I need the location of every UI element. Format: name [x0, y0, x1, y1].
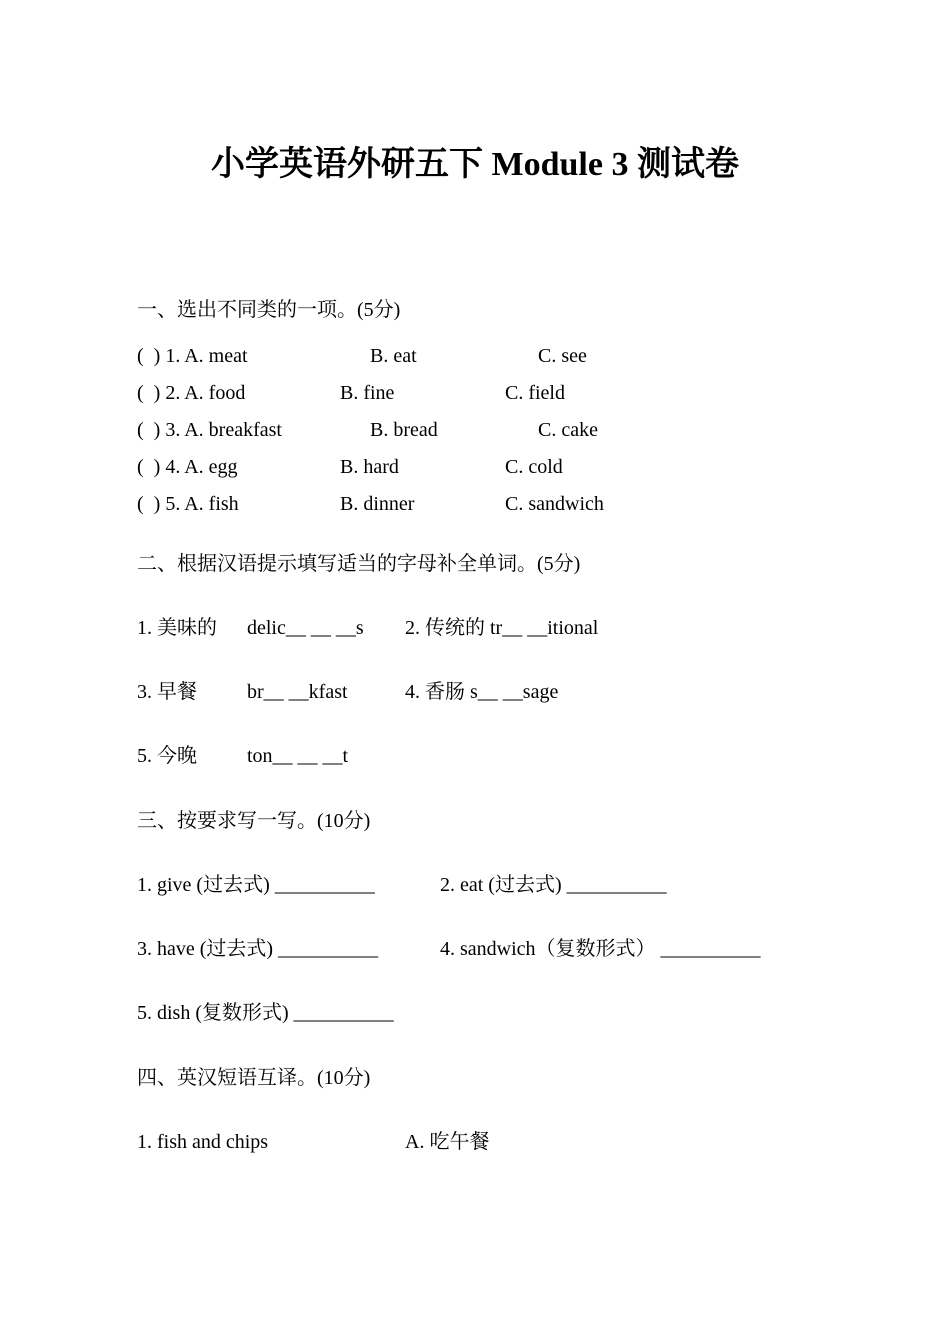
section3-line-2: [137, 935, 870, 963]
question-2-option-a: ( ) 2. A. food: [137, 382, 246, 404]
question-3-option-b: B. bread: [370, 419, 438, 441]
page-title: 小学英语外研五下 Module 3 测试卷: [211, 146, 739, 183]
question-1-option-a: ( ) 1. A. meat: [137, 345, 248, 367]
section1-heading: 一、选出不同类的一项。(5分): [137, 299, 401, 321]
section2-line-3: [137, 742, 870, 770]
section1-question-4: [137, 449, 870, 486]
section2-heading: 二、根据汉语提示填写适当的字母补全单词。(5分): [137, 553, 581, 575]
section3-line-3: [137, 999, 870, 1027]
question-5-option-a: ( ) 5. A. fish: [137, 493, 239, 515]
section2-item-5-chinese: 5. 今晚: [137, 745, 197, 767]
section2-item-1-chinese: 1. 美味的: [137, 617, 217, 639]
section4-heading: 四、英汉短语互译。(10分): [137, 1067, 371, 1089]
section4-item-1-english: 1. fish and chips: [137, 1131, 269, 1153]
paper-body: [137, 296, 870, 1156]
section2-item-5: [137, 742, 405, 770]
section3-item-1: 1. give (过去式) __________: [137, 874, 375, 896]
question-4-option-b: B. hard: [340, 456, 399, 478]
section2-item-4: 4. 香肠 s__ __sage: [405, 681, 559, 703]
section4-line-1: [137, 1128, 870, 1156]
question-1-option-b: B. eat: [370, 345, 417, 367]
section2-line-1: [137, 614, 870, 642]
section1-question-2: [137, 375, 870, 412]
question-2-option-c: C. field: [505, 382, 565, 404]
section2-line-2: [137, 678, 870, 706]
section2-item-1: [137, 614, 405, 642]
section2-item-3-word-blank: br__ __kfast: [247, 681, 348, 703]
section2-item-3-chinese: 3. 早餐: [137, 681, 197, 703]
question-5-option-c: C. sandwich: [505, 493, 604, 515]
question-3-option-a: ( ) 3. A. breakfast: [137, 419, 282, 441]
section3-item-3: 3. have (过去式) __________: [137, 938, 379, 960]
section3-item-4: 4. sandwich（复数形式） __________: [440, 938, 761, 960]
section2-item-3: [137, 678, 405, 706]
section3-item-5: 5. dish (复数形式) __________: [137, 1002, 394, 1024]
question-5-option-b: B. dinner: [340, 493, 415, 515]
section3-item-2: 2. eat (过去式) __________: [440, 874, 667, 896]
section1-question-3: [137, 412, 870, 449]
question-2-option-b: B. fine: [340, 382, 395, 404]
section1-question-5: [137, 486, 870, 523]
question-4-option-c: C. cold: [505, 456, 563, 478]
section2-item-1-word-blank: delic__ __ __s: [247, 617, 364, 639]
question-3-option-c: C. cake: [538, 419, 598, 441]
section4-item-a-chinese: A. 吃午餐: [405, 1131, 490, 1153]
section1-questions: [137, 338, 870, 523]
section3-heading: 三、按要求写一写。(10分): [137, 810, 371, 832]
question-1-option-c: C. see: [538, 345, 587, 367]
question-4-option-a: ( ) 4. A. egg: [137, 456, 238, 478]
section1-question-1: [137, 338, 870, 375]
section2-item-5-word-blank: ton__ __ __t: [247, 745, 349, 767]
section3-line-1: [137, 871, 870, 899]
section2-item-2: 2. 传统的 tr__ __itional: [405, 617, 599, 639]
